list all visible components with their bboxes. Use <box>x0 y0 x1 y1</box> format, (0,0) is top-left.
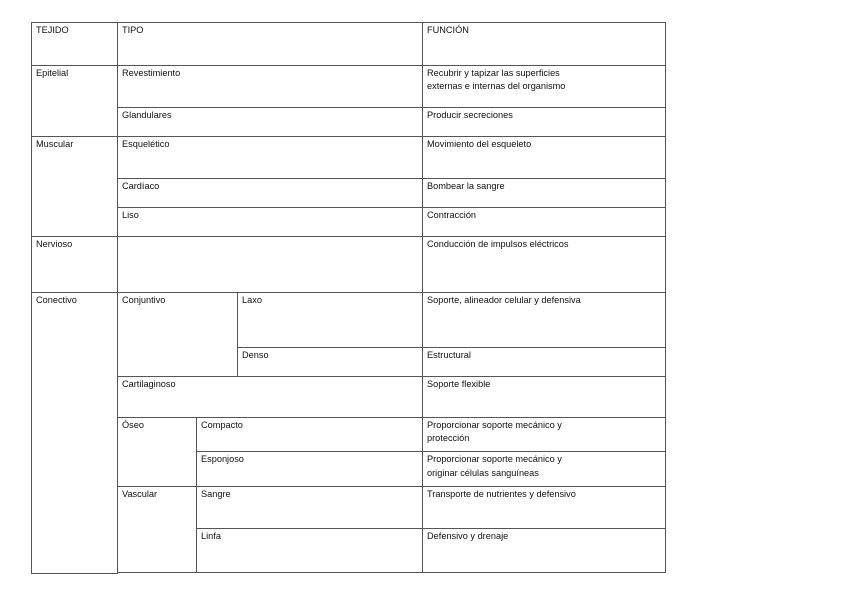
funcion-esponjoso: Proporcionar soporte mecánico y originar células sanguíneas <box>423 452 666 487</box>
funcion-cardiaco: Bombear la sangre <box>423 179 666 208</box>
subtipo-laxo: Laxo <box>238 292 423 348</box>
tipo-revestimiento: Revestimiento <box>118 66 423 108</box>
tissue-table <box>31 22 666 574</box>
header-row <box>32 23 666 66</box>
funcion-esqueletico: Movimiento del esqueleto <box>423 137 666 179</box>
header-tejido: TEJIDO <box>32 23 118 66</box>
tipo-nervioso <box>118 236 423 292</box>
funcion-sangre: Transporte de nutrientes y defensivo <box>423 486 666 528</box>
funcion-revestimiento: Recubrir y tapizar las superficies externas e internas del organismo <box>423 66 666 108</box>
tipo-cartilaginoso: Cartilaginoso <box>118 376 423 417</box>
tipo-vascular: Vascular <box>118 486 197 572</box>
funcion-laxo: Soporte, alineador celular y defensiva <box>423 292 666 348</box>
table-row <box>32 292 666 348</box>
table-row <box>32 179 666 208</box>
tejido-epitelial: Epitelial <box>32 66 118 137</box>
header-tipo: TIPO <box>118 23 423 66</box>
tipo-liso: Liso <box>118 208 423 237</box>
funcion-nervioso: Conducción de impulsos eléctricos <box>423 236 666 292</box>
tipo-oseo: Óseo <box>118 417 197 486</box>
funcion-linfa: Defensivo y drenaje <box>423 529 666 573</box>
table-row <box>32 417 666 452</box>
subtipo-compacto: Compacto <box>197 417 423 452</box>
tipo-conjuntivo: Conjuntivo <box>118 292 238 376</box>
tejido-conectivo: Conectivo <box>32 292 118 573</box>
tipo-glandulares: Glandulares <box>118 108 423 137</box>
tejido-muscular: Muscular <box>32 137 118 237</box>
table-row <box>32 137 666 179</box>
header-funcion: FUNCIÓN <box>423 23 666 66</box>
funcion-denso: Estructural <box>423 348 666 377</box>
table-row <box>32 486 666 528</box>
tejido-nervioso: Nervioso <box>32 236 118 292</box>
subtipo-linfa: Linfa <box>197 529 423 573</box>
table-row <box>32 208 666 237</box>
table-row <box>32 66 666 108</box>
table-row <box>32 236 666 292</box>
funcion-glandulares: Producir secreciones <box>423 108 666 137</box>
funcion-liso: Contracción <box>423 208 666 237</box>
subtipo-sangre: Sangre <box>197 486 423 528</box>
tipo-cardiaco: Cardíaco <box>118 179 423 208</box>
table-row <box>32 376 666 417</box>
subtipo-denso: Denso <box>238 348 423 377</box>
table-row <box>32 108 666 137</box>
subtipo-esponjoso: Esponjoso <box>197 452 423 487</box>
tipo-esqueletico: Esquelético <box>118 137 423 179</box>
funcion-cartilaginoso: Soporte flexible <box>423 376 666 417</box>
funcion-compacto: Proporcionar soporte mecánico y protección <box>423 417 666 452</box>
